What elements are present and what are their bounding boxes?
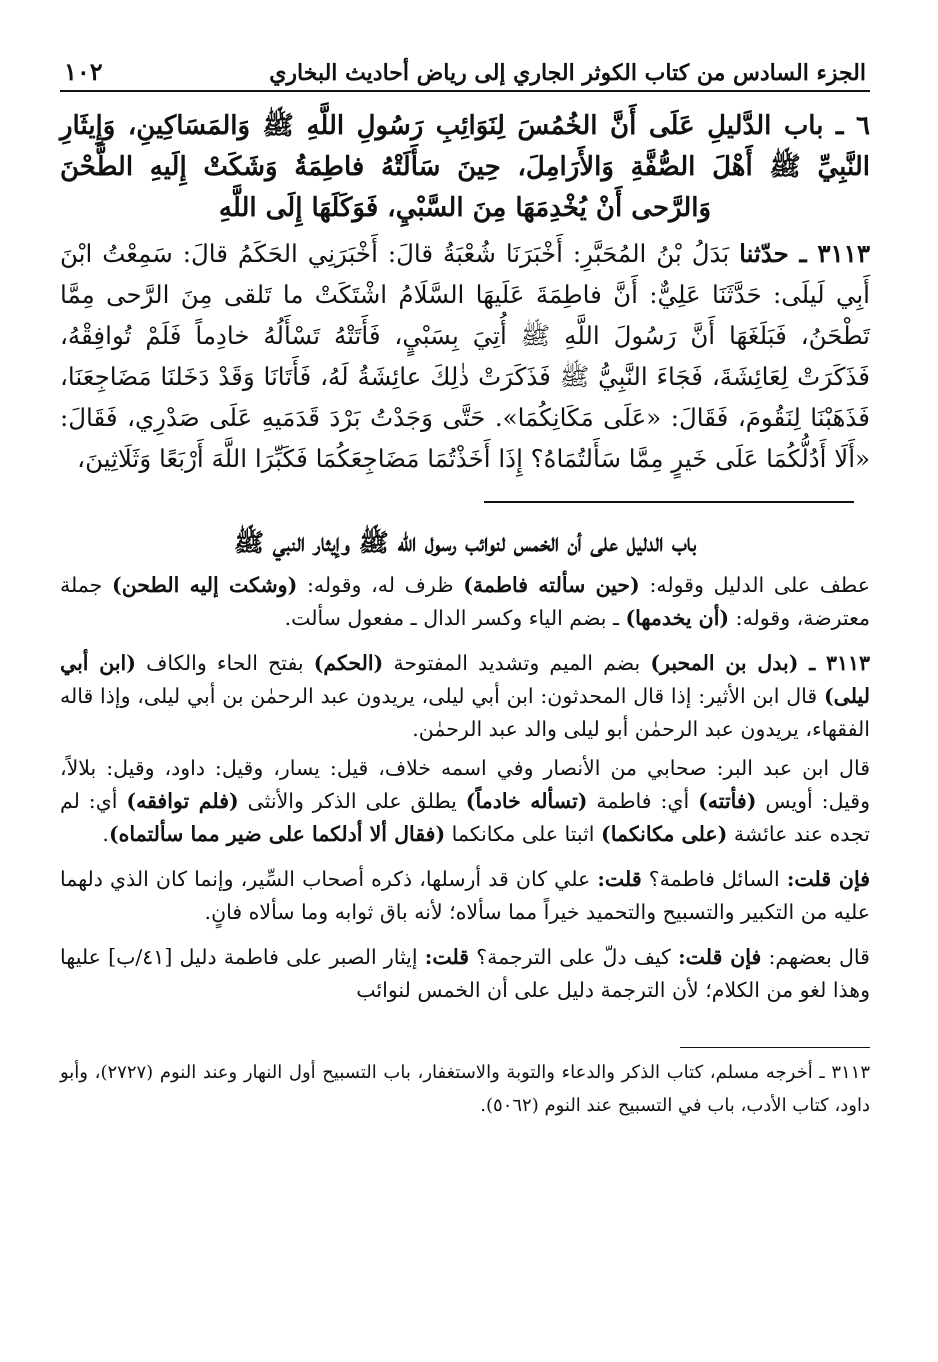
- footnote-rule: [680, 1047, 870, 1048]
- text-run: أي: لم تجده عند عائشة: [60, 789, 870, 846]
- text-run: السائل فاطمة؟: [641, 867, 787, 891]
- quoted-term: (أن يخدمها): [625, 606, 730, 630]
- quoted-term: (فقال ألا أدلكما على ضير مما سألتماه): [108, 822, 446, 846]
- text-run: كيف دلّ على الترجمة؟: [469, 945, 679, 969]
- quoted-term: (حين سألته فاطمة): [463, 573, 640, 597]
- text-run: بضم الميم وتشديد المفتوحة: [383, 651, 651, 675]
- quoted-term: (وشكت إليه الطحن): [112, 573, 298, 597]
- quoted-term: (ابن أبي ليلى): [60, 651, 870, 708]
- page-header: [60, 40, 870, 92]
- text-run: أي: فاطمة: [587, 789, 699, 813]
- text-run: قال ابن عبد البر: صحابي من الأنصار وفي اسمه خلاف، قيل: يسار، وقيل: داود، وقيل: بلالاً، وقيل: أويس: [60, 756, 870, 813]
- section-divider: [484, 501, 854, 503]
- commentary-title: باب الدليل على أن الخمس لنوائب رسول الله ﷺ وإيثار النبي ﷺ: [233, 528, 697, 557]
- quoted-term: (بدل بن المحبر): [650, 651, 799, 675]
- text-run: قال ابن الأثير: إذا قال المحدثون: ابن أبي ليلى، يريدون عبد الرحمٰن بن أبي ليلى، وإذا قاله الفقهاء، يريدون عبد الرحمٰن أبو ليلى والد عبد الرحمٰن.: [60, 684, 870, 741]
- hadith-body: بَدَلُ بْنُ المُحَبَّرِ: أَخْبَرَنَا شُعْبَةُ قالَ: أَخْبَرَنِي الحَكَمُ قالَ: سَمِعْتُ ابْنَ أَبِي لَيلَى: حَدَّثَنَا عَلِيٌّ: أَنَّ فاطِمَةَ عَلَيهَا السَّلَامُ اشْتَكَتْ ما تَلقى مِنَ الرَّحى مِمَّا تَطْحَنُ، فَبَلَغَهَا أَنَّ رَسُولَ اللَّهِ ﷺ أُتِيَ بِسَبْيٍ، فَأَتَتْهُ تَسْأَلُهُ خادِماً فَلَمْ تُوافِقْهُ، فَذَكَرَتْ لِعَائِشَةَ، فَجَاءَ النَّبِيُّ ﷺ فَذَكَرَتْ ذٰلِكَ عائِشَةُ لَهُ، فَأَتَانَا وَقَدْ دَخَلنَا مَضَاجِعَنَا، فَذَهَبْنَا لِنَقُومَ، فَقَالَ: «عَلَى مَكَانِكُمَا». حَتَّى وَجَدْتُ بَرْدَ قَدَمَيهِ عَلَى صَدْرِي، فَقَالَ: «أَلَا أَدُلُّكُمَا عَلَى خَيرٍ مِمَّا سَأَلتُمَاهُ؟ إِذَا أَخَذْتُمَا مَضَاجِعَكُمَا فَكَبِّرَا اللَّهَ أَرْبَعًا وَثَلَاثِينَ،: [60, 239, 870, 473]
- quoted-term: (تسأله خادماً): [465, 789, 588, 813]
- commentary-paragraph-5: [60, 941, 870, 1007]
- text-run: بفتح الحاء والكاف: [135, 651, 314, 675]
- answer-label: قلت:: [597, 867, 642, 891]
- chapter-title: ٦ ـ باب الدَّليلِ عَلَى أَنَّ الخُمُسَ لِنَوَائِبِ رَسُولِ اللَّهِ ﷺ وَالمَسَاكِينِ، وَإِيثَارِ النَّبِيِّ ﷺ أَهْلَ الصُّفَّةِ وَالأَرَامِلَ، حِينَ سَأَلَتْهُ فاطِمَةُ وَشَكَتْ إِلَيهِ الطَّحْنَ وَالرَّحى أَنْ يُخْدِمَهَا مِنَ السَّبْيِ، فَوَكَلَهَا إِلَى اللَّهِ: [60, 111, 870, 223]
- text-run: جملة معترضة، وقوله:: [60, 573, 870, 630]
- text-run: علي كان قد أرسلها، ذكره أصحاب السِّير، وإنما كان الذي دلهما عليه من التكبير والتسبيح والتحميد خيراً مما سألاه؛ لأنه باق ثوابه وما سألاه فانٍ.: [60, 867, 870, 924]
- commentary-paragraph-1: [60, 569, 870, 635]
- question-label: فإن قلت:: [786, 867, 870, 891]
- text-run: اثبتا على مكانكما: [445, 822, 602, 846]
- quoted-term: (فلم توافقه): [126, 789, 239, 813]
- commentary-paragraph-3: [60, 752, 870, 851]
- quoted-term: (الحكم): [313, 651, 384, 675]
- text-run: إيثار الصبر على فاطمة دليل [٤١/ب] عليها وهذا لغو من الكلام؛ لأن الترجمة دليل على أن الخمس لنوائب: [60, 945, 870, 1002]
- hadith-text: [60, 233, 870, 479]
- page-number: ١٠٢: [64, 57, 103, 86]
- quoted-term: (فأتته): [698, 789, 757, 813]
- hadith-ref-number: ٣١١٣ ـ: [798, 651, 871, 675]
- text-run: ـ بضم الياء وكسر الدال ـ مفعول سألت.: [284, 606, 626, 630]
- quoted-term: (على مكانكما): [601, 822, 728, 846]
- footnote: ٣١١٣ ـ أخرجه مسلم، كتاب الذكر والدعاء والتوبة والاستغفار، باب التسبيح أول النهار وعند النوم (٢٧٢٧)، وأبو داود، كتاب الأدب، باب في التسبيح عند النوم (٥٠٦٢).: [60, 1062, 870, 1116]
- question-label: فإن قلت:: [678, 945, 762, 969]
- commentary-paragraph-4: [60, 863, 870, 929]
- text-run: يطلق على الذكر والأنثى: [238, 789, 466, 813]
- text-run: قال بعضهم:: [761, 945, 870, 969]
- hadith-number: ٣١١٣ ـ حدّثنا: [739, 239, 870, 268]
- text-run: .: [102, 822, 109, 846]
- running-title: الجزء السادس من كتاب الكوثر الجاري إلى رياض أحاديث البخاري: [269, 60, 866, 86]
- commentary-paragraph-2: [60, 647, 870, 746]
- text-run: عطف على الدليل وقوله:: [639, 573, 870, 597]
- text-run: ظرف له، وقوله:: [297, 573, 464, 597]
- answer-label: قلت:: [424, 945, 470, 969]
